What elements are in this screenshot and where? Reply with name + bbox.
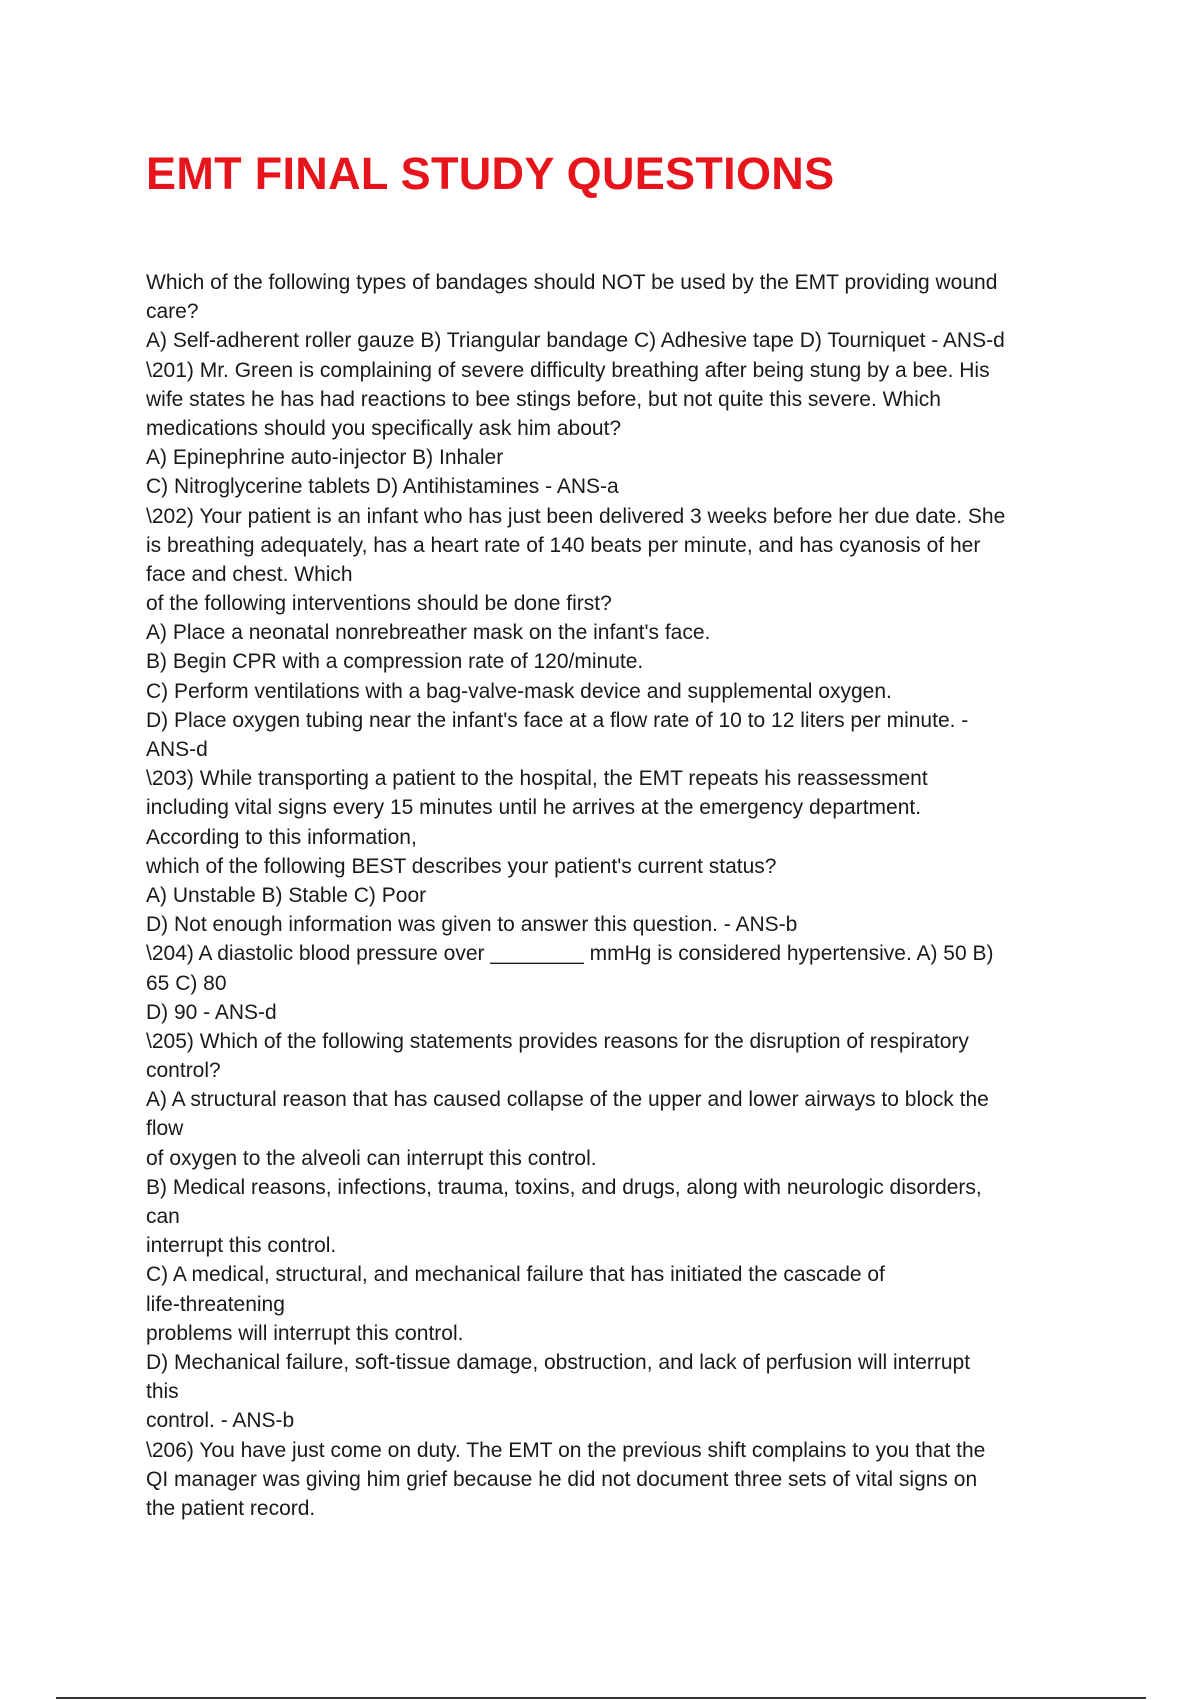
text-line: is breathing adequately, has a heart rate of 140 beats per minute, and has cyanosis of her (146, 533, 981, 557)
page-bottom-divider (56, 1697, 1146, 1699)
text-line: According to this information, (146, 825, 417, 849)
text-line: problems will interrupt this control. (146, 1321, 464, 1345)
text-line: A) Epinephrine auto-injector B) Inhaler (146, 446, 504, 470)
text-line: control. - ANS-b (146, 1409, 295, 1433)
text-line: A) A structural reason that has caused collapse of the upper and lower airways to block the (146, 1088, 989, 1112)
text-line: \206) You have just come on duty. The EMT on the previous shift complains to you that the (146, 1438, 986, 1462)
text-line: wife states he has had reactions to bee stings before, but not quite this severe. Which (146, 387, 941, 411)
text-line: 65 C) 80 (146, 971, 227, 995)
text-line: QI manager was giving him grief because he did not document three sets of vital signs on (146, 1467, 978, 1491)
text-line: life-threatening (146, 1292, 285, 1316)
text-line: C) Perform ventilations with a bag-valve-mask device and supplemental oxygen. (146, 679, 892, 703)
text-line: care? (146, 300, 199, 324)
text-line: ANS-d (146, 738, 208, 761)
text-line: D) Place oxygen tubing near the infant's face at a flow rate of 10 to 12 liters per minute. - (146, 708, 969, 732)
text-line: D) 90 - ANS-d (146, 1000, 277, 1024)
text-line: flow (146, 1117, 184, 1141)
text-line: face and chest. Which (146, 562, 353, 586)
text-line: \201) Mr. Green is complaining of severe difficulty breathing after being stung by a bee. His (146, 358, 990, 382)
document-title: EMT FINAL STUDY QUESTIONS (146, 148, 835, 199)
document-body (146, 268, 1066, 1523)
text-line: this (146, 1380, 179, 1404)
text-line: interrupt this control. (146, 1234, 337, 1258)
text-line: including vital signs every 15 minutes until he arrives at the emergency department. (146, 796, 922, 820)
text-line: \205) Which of the following statements provides reasons for the disruption of respiratory (146, 1029, 969, 1053)
text-line: control? (146, 1059, 221, 1083)
text-line: \204) A diastolic blood pressure over ________ mmHg is considered hypertensive. A) 50 B) (146, 942, 994, 966)
text-line: A) Unstable B) Stable C) Poor (146, 883, 427, 907)
text-line: A) Place a neonatal nonrebreather mask on the infant's face. (146, 621, 711, 645)
text-line: B) Medical reasons, infections, trauma, toxins, and drugs, along with neurologic disorders, (146, 1175, 982, 1199)
text-line: the patient record. (146, 1496, 316, 1520)
text-line: C) Nitroglycerine tablets D) Antihistamines - ANS-a (146, 475, 619, 499)
text-line: of the following interventions should be done first? (146, 592, 612, 616)
text-line: D) Not enough information was given to answer this question. - ANS-b (146, 913, 798, 937)
text-line: D) Mechanical failure, soft-tissue damage, obstruction, and lack of perfusion will interrupt (146, 1350, 971, 1374)
text-line: medications should you specifically ask him about? (146, 416, 622, 440)
text-line: which of the following BEST describes your patient's current status? (146, 854, 777, 878)
text-line: C) A medical, structural, and mechanical failure that has initiated the cascade of (146, 1263, 885, 1287)
text-line: A) Self-adherent roller gauze B) Triangular bandage C) Adhesive tape D) Tourniquet - ANS-d (146, 329, 1005, 353)
text-line: can (146, 1205, 180, 1228)
text-line: Which of the following types of bandages should NOT be used by the EMT providing wound (146, 271, 998, 294)
text-line: of oxygen to the alveoli can interrupt this control. (146, 1146, 597, 1170)
text-line: \202) Your patient is an infant who has just been delivered 3 weeks before her due date. She (146, 504, 1006, 528)
text-line: \203) While transporting a patient to the hospital, the EMT repeats his reassessment (146, 767, 928, 791)
text-line: B) Begin CPR with a compression rate of 120/minute. (146, 650, 644, 674)
